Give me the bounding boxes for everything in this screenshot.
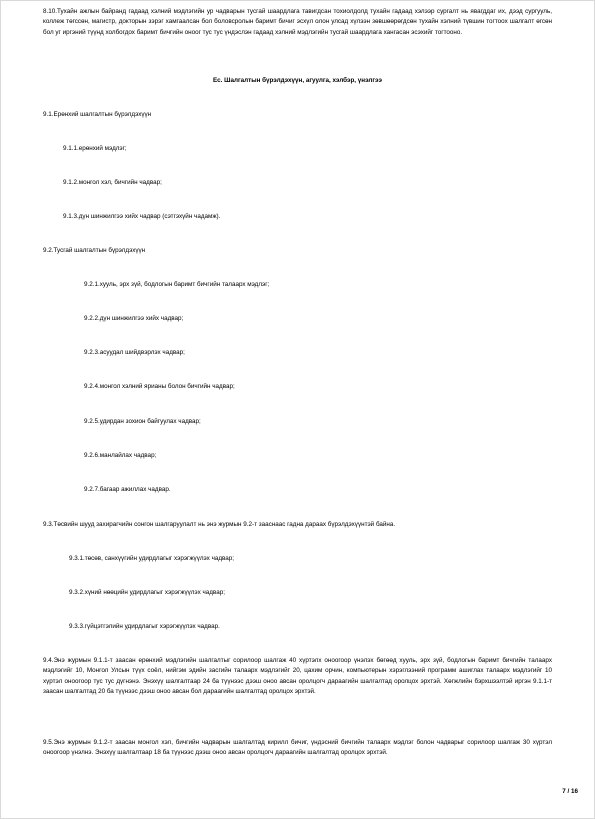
list-item-9-3-2: 9.3.2.хүний нөөцийн удирдлагыг хэрэгжүүлэх чадвар;: [69, 589, 225, 596]
section-9-2-title: 9.2.Тусгай шалгалтын бүрэлдэхүүн: [43, 247, 146, 254]
list-item-9-1-3: 9.1.3.дүн шинжилгээ хийх чадвар (сэтгэхүйн чадамж).: [63, 213, 221, 220]
list-item-9-3-3: 9.3.3.гүйцэтгэлийн удирдлагыг хэрэгжүүлэх чадвар.: [69, 623, 220, 630]
section-9-3-title: 9.3.Төсвийн шууд захирагчийн сонгон шалгаруулалт нь энэ журмын 9.2-т зааснаас гадна дараах бүрэлдэхүүнтэй байна.: [43, 521, 396, 528]
list-item-9-3-1: 9.3.1.төсөв, санхүүгийн удирдлагыг хэрэгжүүлэх чадвар;: [69, 555, 235, 562]
section-9-1-title: 9.1.Ерөнхий шалгалтын бүрэлдэхүүн: [43, 111, 152, 118]
page-number: 7 / 16: [562, 788, 578, 795]
list-item-9-2-3: 9.2.3.асуудал шийдвэрлэх чадвар;: [84, 349, 185, 356]
list-item-9-2-7: 9.2.7.багаар ажиллах чадвар.: [84, 486, 171, 493]
list-item-9-2-5: 9.2.5.удирдан зохион байгуулах чадвар;: [84, 418, 201, 425]
list-item-9-2-2: 9.2.2.дүн шинжилгээ хийх чадвар;: [84, 315, 184, 322]
list-item-9-1-2: 9.1.2.монгол хэл, бичгийн чадвар;: [63, 179, 162, 186]
list-item-9-2-6: 9.2.6.манлайлах чадвар;: [84, 452, 157, 459]
section-heading: Ес. Шалгалтын бүрэлдэхүүн, агуулга, хэлбэр, үнэлгээ: [212, 77, 382, 84]
paragraph-9-5: 9.5.Энэ журмын 9.1.2-т заасан монгол хэл, бичгийн чадварын шалгалтад кирилл бичиг, үндэсний бичгийн талаарх мэдлэг болон чадварыг сорилоор шалгаж 30 хүртэл оноогоор үнэлнэ. Энэхүү шалгалтаар 18 ба түүнээс дээш оноо авсан оролцогч дараагийн шалгалтад оролцох эрхтэй.: [43, 739, 552, 757]
list-item-9-2-1: 9.2.1.хууль, эрх зүй, бодлогын баримт бичгийн талаарх мэдлэг;: [84, 281, 270, 288]
intro-paragraph: 8.10.Тухайн ажлын байранд гадаад хэлний мэдлэгийн ур чадварын тусгай шаардлага тавигдсан тохиолдолд тухайн гадаад хэлээр сургалт нь явагддаг их, дээд сургууль, коллеж төгссөн, магистр, докторын зэрэг хамгаалсан бол боловсролын баримт бичиг эсхүл олон улсад хүлээн зөвшөөрөгдсөн тухайн хэлний түвшин тогтоох шалгалт өгсөн бол уг иргэний түүнд холбогдох баримт бичгийн оноог тус тус үндэслэн гадаад хэлний мэдлэгийн тусгай шаардлага хангасан эсэхийг тогтооно.: [43, 8, 552, 36]
list-item-9-2-4: 9.2.4.монгол хэлний ярианы болон бичгийн чадвар;: [84, 383, 235, 390]
list-item-9-1-1: 9.1.1.ерөнхий мэдлэг;: [63, 145, 127, 152]
paragraph-9-4: 9.4.Энэ журмын 9.1.1-т заасан ерөнхий мэдлэгийн шалгалтыг сорилоор шалгаж 40 хүртэлх оноогоор үнэлэх бөгөөд хууль, эрх зүй, бодлогын баримт бичгийн талаарх мэдлэгийг 10, Монгол Улсын түүх соёл, нийгэм эдийн засгийн талаарх мэдлэгийг 20, цахим орчин, компьютерын хэрэглээний программ ашиглах талаарх мэдлэгийг 10 хүртэл оноогоор тус тус дүгнэнэ. Энэхүү шалгалтаар 24 ба түүнээс дээш оноо авсан оролцогч дараагийн шалгалтад оролцох эрхтэй. Хөгжлийн бэрхшээлтэй иргэн 9.1.1-т заасан шалгалтад 20 ба түүнээс дээш оноо авсан бол дараагийн шалгалтад оролцох эрхтэй.: [43, 657, 552, 696]
